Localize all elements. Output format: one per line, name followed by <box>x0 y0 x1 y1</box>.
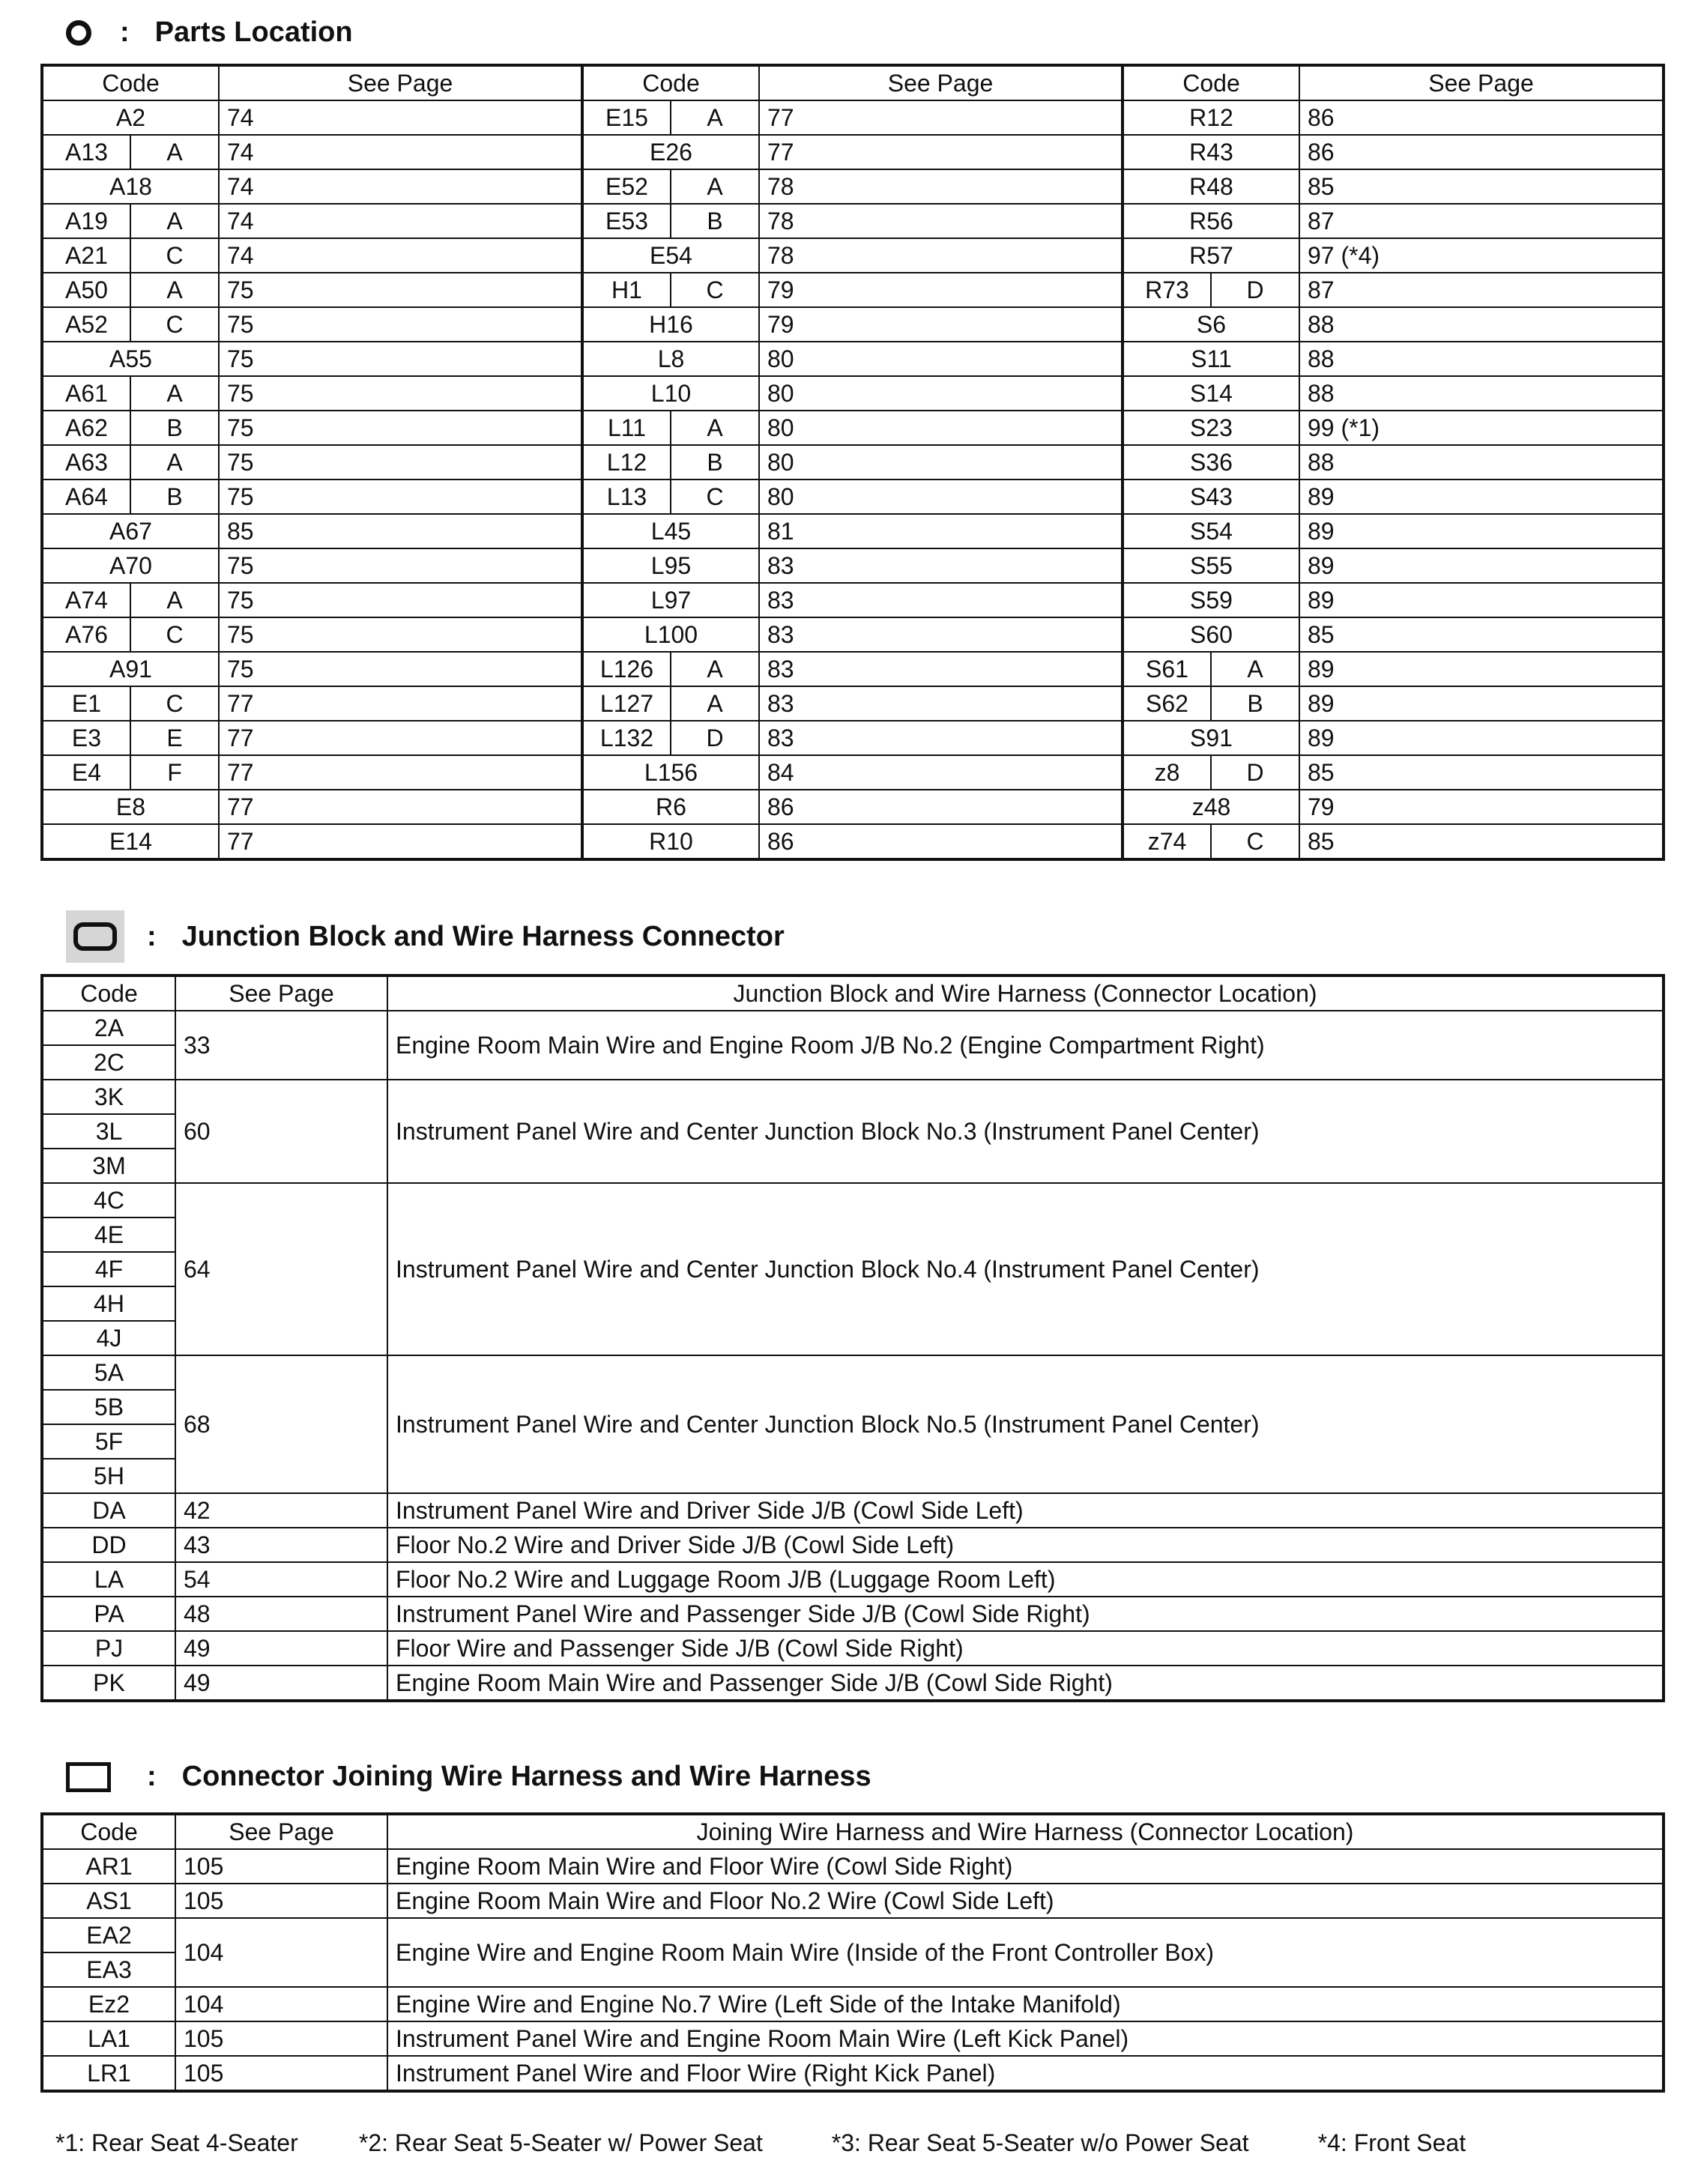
part-code: A61 <box>42 376 130 411</box>
joining-table-row <box>42 1918 1664 1952</box>
connector-location: Engine Room Main Wire and Passenger Side J/B (Cowl Side Right) <box>387 1666 1664 1701</box>
part-see-page: 85 <box>1299 169 1664 204</box>
part-see-page: 88 <box>1299 445 1664 480</box>
part-code: L10 <box>582 376 759 411</box>
part-see-page: 81 <box>759 514 1123 548</box>
part-see-page: 77 <box>759 100 1123 135</box>
junction-table-row <box>42 1355 1664 1390</box>
parts-table-row <box>42 721 1664 755</box>
connector-code: 3L <box>42 1114 175 1149</box>
connector-code: 4H <box>42 1286 175 1321</box>
parts-table-row <box>42 755 1664 790</box>
see-page: 54 <box>175 1562 387 1597</box>
parts-table-row <box>42 100 1664 135</box>
part-code: E26 <box>582 135 759 169</box>
part-see-page: 74 <box>219 135 582 169</box>
junction-table-row <box>42 1183 1664 1217</box>
connector-location: Engine Wire and Engine Room Main Wire (Inside of the Front Controller Box) <box>387 1918 1664 1987</box>
see-page: 105 <box>175 1849 387 1884</box>
part-see-page: 75 <box>219 617 582 652</box>
part-see-page: 89 <box>1299 652 1664 686</box>
connector-code: LA1 <box>42 2021 175 2056</box>
part-see-page: 88 <box>1299 342 1664 376</box>
junction-block-symbol-icon <box>66 910 124 963</box>
part-code: R43 <box>1123 135 1299 169</box>
part-code: S11 <box>1123 342 1299 376</box>
part-see-page: 86 <box>1299 135 1664 169</box>
part-connector-letter: A <box>130 204 219 238</box>
part-see-page: 78 <box>759 204 1123 238</box>
part-see-page: 74 <box>219 238 582 273</box>
part-code: A91 <box>42 652 219 686</box>
see-page: 48 <box>175 1597 387 1631</box>
connector-code: 4J <box>42 1321 175 1355</box>
part-code: S54 <box>1123 514 1299 548</box>
connector-code: 5A <box>42 1355 175 1390</box>
part-connector-letter: C <box>671 480 759 514</box>
part-see-page: 86 <box>759 824 1123 859</box>
part-code: S60 <box>1123 617 1299 652</box>
part-code: A74 <box>42 583 130 617</box>
see-page: 105 <box>175 1884 387 1918</box>
junction-block-heading <box>66 910 785 963</box>
part-see-page: 75 <box>219 411 582 445</box>
part-code: A62 <box>42 411 130 445</box>
connector-code: 2C <box>42 1045 175 1080</box>
connector-location: Instrument Panel Wire and Passenger Side J/B (Cowl Side Right) <box>387 1597 1664 1631</box>
part-see-page: 75 <box>219 480 582 514</box>
parts-table-row <box>42 790 1664 824</box>
connector-code: 2A <box>42 1011 175 1045</box>
part-code: L13 <box>582 480 671 514</box>
part-code: L95 <box>582 548 759 583</box>
header-see-page: See Page <box>219 65 582 100</box>
parts-table-row <box>42 548 1664 583</box>
part-connector-letter: C <box>671 273 759 307</box>
part-see-page: 99 (*1) <box>1299 411 1664 445</box>
part-see-page: 89 <box>1299 548 1664 583</box>
connector-code: AS1 <box>42 1884 175 1918</box>
part-code: S43 <box>1123 480 1299 514</box>
part-see-page: 77 <box>219 755 582 790</box>
part-code: A55 <box>42 342 219 376</box>
parts-table-row <box>42 652 1664 686</box>
connector-code: LR1 <box>42 2056 175 2091</box>
header-code: Code <box>582 65 759 100</box>
part-see-page: 75 <box>219 273 582 307</box>
part-code: H16 <box>582 307 759 342</box>
header-description: Junction Block and Wire Harness (Connector Location) <box>387 975 1664 1011</box>
part-code: E14 <box>42 824 219 859</box>
parts-table-row <box>42 204 1664 238</box>
part-see-page: 77 <box>219 790 582 824</box>
part-code: L97 <box>582 583 759 617</box>
part-see-page: 85 <box>219 514 582 548</box>
part-see-page: 85 <box>1299 824 1664 859</box>
part-code: A18 <box>42 169 219 204</box>
joining-table-row <box>42 1987 1664 2021</box>
heading-colon: : <box>120 16 130 48</box>
part-see-page: 89 <box>1299 514 1664 548</box>
junction-table-row <box>42 1080 1664 1114</box>
connector-location: Instrument Panel Wire and Engine Room Main Wire (Left Kick Panel) <box>387 2021 1664 2056</box>
part-connector-letter: A <box>130 376 219 411</box>
part-connector-letter: B <box>1211 686 1299 721</box>
part-code: A2 <box>42 100 219 135</box>
part-code: S62 <box>1123 686 1211 721</box>
part-connector-letter: A <box>130 135 219 169</box>
header-code: Code <box>42 1814 175 1849</box>
joining-table-row <box>42 1884 1664 1918</box>
heading-colon: : <box>147 1761 157 1792</box>
part-see-page: 77 <box>219 824 582 859</box>
connector-code: 3M <box>42 1149 175 1183</box>
part-connector-letter: A <box>671 686 759 721</box>
part-code: L12 <box>582 445 671 480</box>
part-code: A52 <box>42 307 130 342</box>
parts-location-title: Parts Location <box>154 16 353 48</box>
part-see-page: 77 <box>759 135 1123 169</box>
part-see-page: 83 <box>759 652 1123 686</box>
part-see-page: 87 <box>1299 204 1664 238</box>
parts-table-row <box>42 617 1664 652</box>
circle-symbol-icon <box>66 20 91 46</box>
part-code: A21 <box>42 238 130 273</box>
square-symbol-icon <box>66 1762 111 1792</box>
part-see-page: 86 <box>759 790 1123 824</box>
part-see-page: 78 <box>759 238 1123 273</box>
parts-header-row <box>42 65 1664 100</box>
part-code: E1 <box>42 686 130 721</box>
part-connector-letter: D <box>1211 755 1299 790</box>
connector-code: Ez2 <box>42 1987 175 2021</box>
junction-table-row <box>42 1493 1664 1528</box>
part-see-page: 75 <box>219 376 582 411</box>
part-connector-letter: F <box>130 755 219 790</box>
part-code: S91 <box>1123 721 1299 755</box>
parts-table-row <box>42 273 1664 307</box>
part-code: R57 <box>1123 238 1299 273</box>
part-code: A76 <box>42 617 130 652</box>
connector-code: 4F <box>42 1252 175 1286</box>
part-connector-letter: A <box>1211 652 1299 686</box>
part-code: H1 <box>582 273 671 307</box>
parts-table-row <box>42 307 1664 342</box>
part-connector-letter: D <box>1211 273 1299 307</box>
part-code: E15 <box>582 100 671 135</box>
parts-table-row <box>42 411 1664 445</box>
connector-code: EA3 <box>42 1952 175 1987</box>
part-see-page: 75 <box>219 307 582 342</box>
part-see-page: 89 <box>1299 480 1664 514</box>
connector-code: EA2 <box>42 1918 175 1952</box>
parts-table-row <box>42 376 1664 411</box>
junction-table-row <box>42 1011 1664 1045</box>
header-see-page: See Page <box>175 1814 387 1849</box>
part-connector-letter: A <box>671 411 759 445</box>
joining-header-row <box>42 1814 1664 1849</box>
part-code: E8 <box>42 790 219 824</box>
see-page: 68 <box>175 1355 387 1493</box>
part-code: E52 <box>582 169 671 204</box>
part-see-page: 80 <box>759 376 1123 411</box>
part-code: A19 <box>42 204 130 238</box>
junction-table-row <box>42 1528 1664 1562</box>
connector-code: PJ <box>42 1631 175 1666</box>
footnote: *3: Rear Seat 5-Seater w/o Power Seat <box>831 2129 1249 2156</box>
part-connector-letter: C <box>130 238 219 273</box>
part-see-page: 83 <box>759 548 1123 583</box>
connector-location: Engine Room Main Wire and Floor Wire (Cowl Side Right) <box>387 1849 1664 1884</box>
see-page: 105 <box>175 2021 387 2056</box>
part-code: L127 <box>582 686 671 721</box>
part-see-page: 89 <box>1299 583 1664 617</box>
connector-location: Instrument Panel Wire and Floor Wire (Right Kick Panel) <box>387 2056 1664 2091</box>
connector-code: PK <box>42 1666 175 1701</box>
part-connector-letter: B <box>130 411 219 445</box>
see-page: 33 <box>175 1011 387 1080</box>
junction-table-row <box>42 1562 1664 1597</box>
part-see-page: 79 <box>759 307 1123 342</box>
part-code: z48 <box>1123 790 1299 824</box>
parts-table-row <box>42 169 1664 204</box>
connector-code: DD <box>42 1528 175 1562</box>
connector-location: Engine Wire and Engine No.7 Wire (Left Side of the Intake Manifold) <box>387 1987 1664 2021</box>
part-connector-letter: A <box>130 583 219 617</box>
connector-location: Engine Room Main Wire and Floor No.2 Wire (Cowl Side Left) <box>387 1884 1664 1918</box>
parts-table-row <box>42 445 1664 480</box>
connector-location: Instrument Panel Wire and Center Junction Block No.5 (Instrument Panel Center) <box>387 1355 1664 1493</box>
part-code: S6 <box>1123 307 1299 342</box>
parts-table-row <box>42 480 1664 514</box>
parts-table-row <box>42 135 1664 169</box>
part-connector-letter: A <box>671 652 759 686</box>
parts-table-row <box>42 686 1664 721</box>
parts-location-table <box>40 64 1665 861</box>
part-code: L126 <box>582 652 671 686</box>
part-see-page: 74 <box>219 169 582 204</box>
connector-code: PA <box>42 1597 175 1631</box>
junction-block-table <box>40 974 1665 1702</box>
part-code: E3 <box>42 721 130 755</box>
part-code: E4 <box>42 755 130 790</box>
part-code: S36 <box>1123 445 1299 480</box>
part-connector-letter: A <box>130 445 219 480</box>
connector-code: LA <box>42 1562 175 1597</box>
connector-location: Engine Room Main Wire and Engine Room J/B No.2 (Engine Compartment Right) <box>387 1011 1664 1080</box>
part-code: L132 <box>582 721 671 755</box>
part-see-page: 89 <box>1299 686 1664 721</box>
part-code: A70 <box>42 548 219 583</box>
part-code: L45 <box>582 514 759 548</box>
part-connector-letter: A <box>130 273 219 307</box>
joining-table-row <box>42 1849 1664 1884</box>
part-connector-letter: C <box>130 617 219 652</box>
part-connector-letter: C <box>130 307 219 342</box>
part-see-page: 83 <box>759 721 1123 755</box>
part-code: A63 <box>42 445 130 480</box>
parts-table-row <box>42 583 1664 617</box>
part-code: R56 <box>1123 204 1299 238</box>
connector-location: Floor No.2 Wire and Driver Side J/B (Cowl Side Left) <box>387 1528 1664 1562</box>
see-page: 104 <box>175 1918 387 1987</box>
part-code: z74 <box>1123 824 1211 859</box>
part-connector-letter: A <box>671 100 759 135</box>
part-connector-letter: D <box>671 721 759 755</box>
connector-location: Instrument Panel Wire and Center Junction Block No.4 (Instrument Panel Center) <box>387 1183 1664 1355</box>
connector-code: DA <box>42 1493 175 1528</box>
part-see-page: 83 <box>759 617 1123 652</box>
header-see-page: See Page <box>759 65 1123 100</box>
part-code: S23 <box>1123 411 1299 445</box>
junction-table-row <box>42 1631 1664 1666</box>
see-page: 60 <box>175 1080 387 1183</box>
see-page: 43 <box>175 1528 387 1562</box>
connector-code: 3K <box>42 1080 175 1114</box>
heading-colon: : <box>147 920 157 952</box>
part-see-page: 79 <box>1299 790 1664 824</box>
see-page: 64 <box>175 1183 387 1355</box>
part-see-page: 87 <box>1299 273 1664 307</box>
part-see-page: 83 <box>759 686 1123 721</box>
part-code: A67 <box>42 514 219 548</box>
part-see-page: 83 <box>759 583 1123 617</box>
part-see-page: 75 <box>219 548 582 583</box>
header-see-page: See Page <box>1299 65 1664 100</box>
part-see-page: 80 <box>759 411 1123 445</box>
joining-connector-table <box>40 1812 1665 2093</box>
part-see-page: 74 <box>219 204 582 238</box>
part-connector-letter: C <box>1211 824 1299 859</box>
parts-table-row <box>42 514 1664 548</box>
part-code: R48 <box>1123 169 1299 204</box>
footnote: *4: Front Seat <box>1317 2129 1466 2156</box>
connector-code: 5B <box>42 1390 175 1424</box>
part-see-page: 80 <box>759 445 1123 480</box>
part-see-page: 79 <box>759 273 1123 307</box>
part-code: A64 <box>42 480 130 514</box>
part-code: E54 <box>582 238 759 273</box>
footnote: *1: Rear Seat 4-Seater <box>55 2129 298 2156</box>
connector-code: 5H <box>42 1459 175 1493</box>
part-code: L11 <box>582 411 671 445</box>
part-see-page: 75 <box>219 342 582 376</box>
part-code: E53 <box>582 204 671 238</box>
connector-location: Instrument Panel Wire and Driver Side J/B (Cowl Side Left) <box>387 1493 1664 1528</box>
part-see-page: 84 <box>759 755 1123 790</box>
joining-connector-heading <box>66 1761 871 1793</box>
part-see-page: 86 <box>1299 100 1664 135</box>
part-see-page: 77 <box>219 686 582 721</box>
part-see-page: 88 <box>1299 307 1664 342</box>
junction-table-row <box>42 1666 1664 1701</box>
part-code: A50 <box>42 273 130 307</box>
joining-table-row <box>42 2056 1664 2091</box>
part-code: L8 <box>582 342 759 376</box>
part-see-page: 80 <box>759 480 1123 514</box>
part-code: S59 <box>1123 583 1299 617</box>
part-code: A13 <box>42 135 130 169</box>
parts-table-row <box>42 342 1664 376</box>
see-page: 104 <box>175 1987 387 2021</box>
part-code: R12 <box>1123 100 1299 135</box>
footnote: *2: Rear Seat 5-Seater w/ Power Seat <box>358 2129 763 2156</box>
connector-location: Instrument Panel Wire and Center Junction Block No.3 (Instrument Panel Center) <box>387 1080 1664 1183</box>
part-see-page: 75 <box>219 445 582 480</box>
connector-code: 5F <box>42 1424 175 1459</box>
part-see-page: 89 <box>1299 721 1664 755</box>
parts-table-row <box>42 238 1664 273</box>
part-code: L156 <box>582 755 759 790</box>
part-connector-letter: B <box>671 445 759 480</box>
parts-location-heading <box>66 16 353 49</box>
junction-table-row <box>42 1597 1664 1631</box>
part-see-page: 74 <box>219 100 582 135</box>
part-code: S55 <box>1123 548 1299 583</box>
part-see-page: 88 <box>1299 376 1664 411</box>
part-code: z8 <box>1123 755 1211 790</box>
junction-block-title: Junction Block and Wire Harness Connector <box>181 920 785 952</box>
part-see-page: 85 <box>1299 755 1664 790</box>
part-code: R10 <box>582 824 759 859</box>
part-see-page: 85 <box>1299 617 1664 652</box>
header-see-page: See Page <box>175 975 387 1011</box>
part-see-page: 78 <box>759 169 1123 204</box>
header-code: Code <box>42 65 219 100</box>
joining-table-row <box>42 2021 1664 2056</box>
part-code: L100 <box>582 617 759 652</box>
see-page: 42 <box>175 1493 387 1528</box>
header-code: Code <box>42 975 175 1011</box>
junction-header-row <box>42 975 1664 1011</box>
part-code: R73 <box>1123 273 1211 307</box>
part-connector-letter: A <box>671 169 759 204</box>
part-see-page: 75 <box>219 652 582 686</box>
connector-code: AR1 <box>42 1849 175 1884</box>
footnotes <box>55 2129 1466 2157</box>
part-see-page: 75 <box>219 583 582 617</box>
see-page: 105 <box>175 2056 387 2091</box>
see-page: 49 <box>175 1666 387 1701</box>
part-see-page: 80 <box>759 342 1123 376</box>
part-see-page: 77 <box>219 721 582 755</box>
connector-code: 4E <box>42 1217 175 1252</box>
part-code: R6 <box>582 790 759 824</box>
header-code: Code <box>1123 65 1299 100</box>
part-connector-letter: B <box>671 204 759 238</box>
joining-connector-title: Connector Joining Wire Harness and Wire Harness <box>181 1761 871 1792</box>
part-see-page: 97 (*4) <box>1299 238 1664 273</box>
part-code: S61 <box>1123 652 1211 686</box>
parts-table-row <box>42 824 1664 859</box>
connector-location: Floor Wire and Passenger Side J/B (Cowl Side Right) <box>387 1631 1664 1666</box>
header-description: Joining Wire Harness and Wire Harness (Connector Location) <box>387 1814 1664 1849</box>
part-connector-letter: C <box>130 686 219 721</box>
connector-location: Floor No.2 Wire and Luggage Room J/B (Luggage Room Left) <box>387 1562 1664 1597</box>
part-connector-letter: B <box>130 480 219 514</box>
part-connector-letter: E <box>130 721 219 755</box>
part-code: S14 <box>1123 376 1299 411</box>
connector-code: 4C <box>42 1183 175 1217</box>
see-page: 49 <box>175 1631 387 1666</box>
